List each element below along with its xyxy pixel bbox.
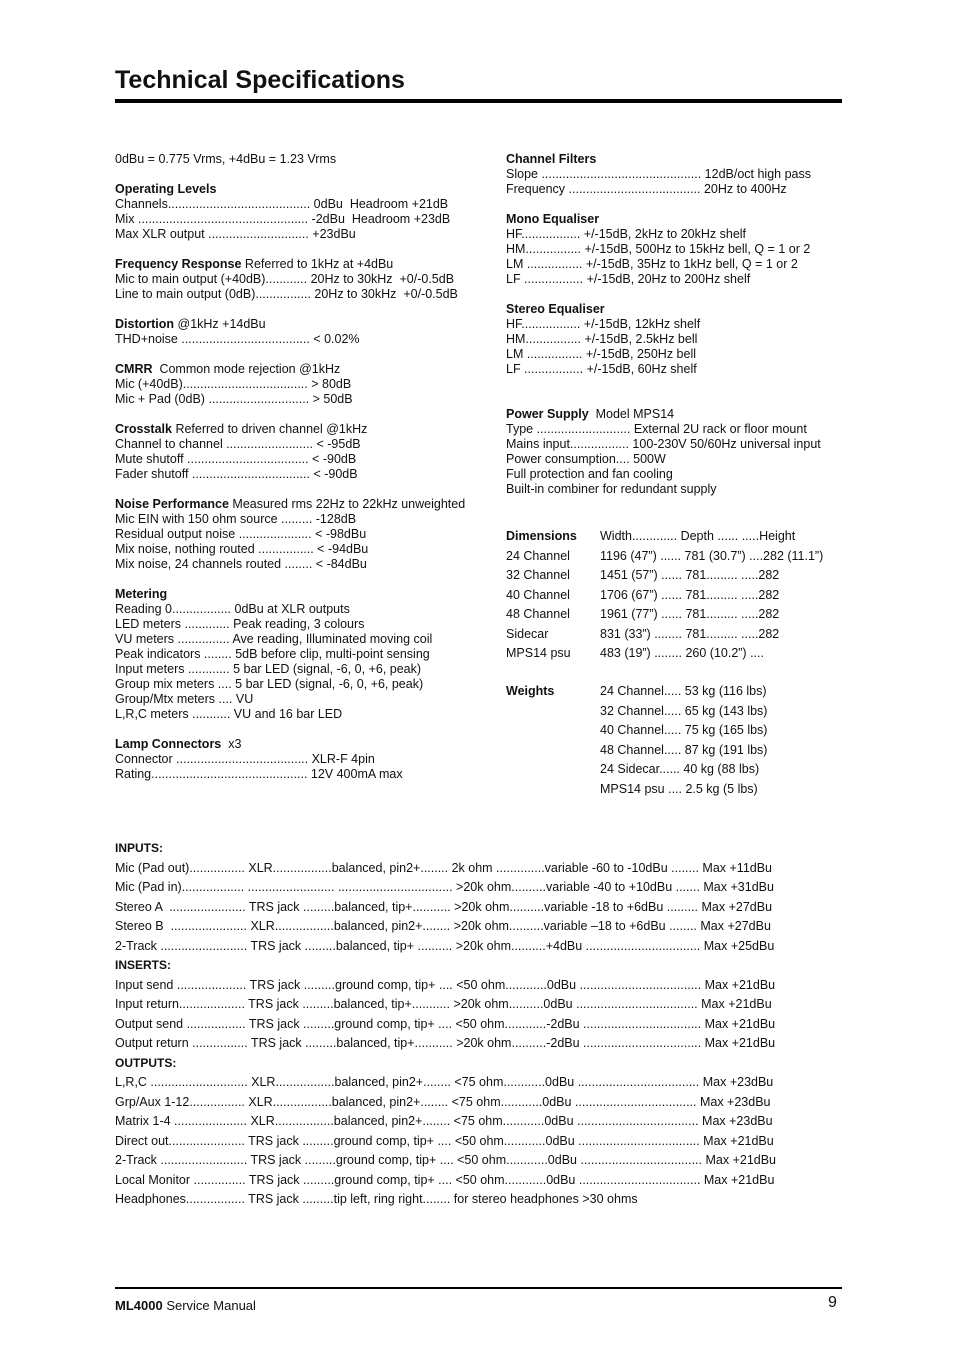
footer-rule xyxy=(115,1287,842,1289)
spec-line xyxy=(115,257,465,272)
io-table-row: Headphones................. TRS jack .........tip left, ring right........ for stereo headphones >30 ohms xyxy=(115,1192,638,1206)
spec-line xyxy=(506,212,821,227)
spec-line xyxy=(115,437,465,452)
left-spec-column xyxy=(115,152,465,782)
spec-text: Measured rms 22Hz to 22kHz unweighted xyxy=(228,497,466,511)
dimensions-row-values: 1196 (47”) ...... 781 (30.7”) ....282 (11.1”) xyxy=(600,548,824,563)
spec-text: Group mix meters .... 5 bar LED (signal, -6, 0, +6, peak) xyxy=(115,677,424,691)
spec-line xyxy=(115,167,465,182)
spec-heading: Power Supply xyxy=(506,407,589,421)
spec-line xyxy=(115,707,465,722)
spec-text: Mic to main output (+40dB)............ 20Hz to 30kHz +0/-0.5dB xyxy=(115,272,455,286)
io-table-row: L,R,C ............................ XLR.................balanced, pin2+........ <75 ohm............0dBu ................................... Max +23dBu xyxy=(115,1075,774,1089)
spec-line xyxy=(506,227,821,242)
spec-line xyxy=(506,467,821,482)
spec-text: Fader shutoff .................................. < -90dB xyxy=(115,467,358,481)
io-table-row: Mic (Pad in).................. ......................... ................................. >20k ohm..........variable -40 to +10dBu ....... Max +31dBu xyxy=(115,880,774,894)
spec-line xyxy=(115,362,465,377)
spec-text: VU meters ............... Ave reading, Illuminated moving coil xyxy=(115,632,433,646)
spec-text: Referred to 1kHz at +4dBu xyxy=(241,257,394,271)
spec-line xyxy=(506,392,821,407)
spec-line xyxy=(506,347,821,362)
spec-line xyxy=(115,512,465,527)
spec-line xyxy=(115,302,465,317)
spec-text: LM ................ +/-15dB, 250Hz bell xyxy=(506,347,697,361)
spec-heading: Distortion xyxy=(115,317,175,331)
spec-line xyxy=(506,257,821,272)
spec-line xyxy=(115,542,465,557)
title-rule xyxy=(115,99,842,103)
spec-line xyxy=(115,227,465,242)
weights-row: MPS14 psu .... 2.5 kg (5 lbs) xyxy=(600,781,758,796)
spec-line xyxy=(506,317,821,332)
dimensions-row-values: 483 (19”) ........ 260 (10.2”) .... xyxy=(600,646,764,660)
dimensions-row-values: Width............. Depth ...... .....Height xyxy=(600,529,796,543)
dimensions-label: Dimensions xyxy=(506,529,577,543)
spec-line xyxy=(115,347,465,362)
spec-line xyxy=(115,152,465,167)
spec-heading: Noise Performance xyxy=(115,497,229,511)
spec-heading: Channel Filters xyxy=(506,152,597,166)
spec-line xyxy=(115,317,465,332)
io-table-row: 2-Track ......................... TRS jack .........balanced, tip+ .......... >20k ohm..........+4dBu ................................. Max +25dBu xyxy=(115,938,775,953)
spec-line xyxy=(115,482,465,497)
spec-text: THD+noise ..................................... < 0.02% xyxy=(115,332,360,346)
spec-text: Channels......................................... 0dBu Headroom +21dB xyxy=(115,197,449,211)
spec-line xyxy=(115,242,465,257)
weights-row: 24 Channel..... 53 kg (116 lbs) xyxy=(600,684,767,698)
spec-text: HM................ +/-15dB, 2.5kHz bell xyxy=(506,332,698,346)
dimensions-row-label: Sidecar xyxy=(506,626,549,641)
spec-heading: Frequency Response xyxy=(115,257,242,271)
spec-line xyxy=(115,197,465,212)
spec-text: Referred to driven channel @1kHz xyxy=(171,422,368,436)
spec-line xyxy=(115,572,465,587)
spec-text: Connector ...................................... XLR-F 4pin xyxy=(115,752,375,766)
weights-row: 24 Sidecar...... 40 kg (88 lbs) xyxy=(600,762,760,776)
weights-row: 32 Channel..... 65 kg (143 lbs) xyxy=(600,703,768,718)
spec-heading: Metering xyxy=(115,587,168,601)
spec-line xyxy=(506,182,821,197)
io-table-row: Output return ................ TRS jack .........balanced, tip+........... >20k ohm..........-2dBu .................................. Max +21dBu xyxy=(115,1036,776,1050)
spec-line xyxy=(115,407,465,422)
spec-line xyxy=(115,287,465,302)
spec-text: Mix noise, nothing routed ................ < -94dBu xyxy=(115,542,369,556)
spec-text: @1kHz +14dBu xyxy=(174,317,266,331)
spec-text: L,R,C meters ........... VU and 16 bar LED xyxy=(115,707,343,721)
spec-text: Power consumption.... 500W xyxy=(506,452,666,466)
spec-line xyxy=(506,362,821,377)
spec-heading: CMRR xyxy=(115,362,153,376)
spec-text: Input meters ............ 5 bar LED (signal, -6, 0, +6, peak) xyxy=(115,662,422,676)
spec-text: Mic + Pad (0dB) ............................. > 50dB xyxy=(115,392,353,406)
spec-text: Residual output noise ..................... < -98dBu xyxy=(115,527,367,541)
spec-line xyxy=(506,422,821,437)
weights-label: Weights xyxy=(506,684,555,698)
spec-line xyxy=(506,302,821,317)
io-section-heading: OUTPUTS: xyxy=(115,1055,177,1070)
spec-line xyxy=(506,197,821,212)
dimensions-row-values: 1451 (57”) ...... 781......... .....282 xyxy=(600,568,780,582)
spec-line xyxy=(115,617,465,632)
dimensions-row-label: 24 Channel xyxy=(506,548,570,563)
spec-line xyxy=(115,377,465,392)
spec-line xyxy=(506,242,821,257)
spec-text: LF ................. +/-15dB, 60Hz shelf xyxy=(506,362,697,376)
footer-model: ML4000 xyxy=(115,1298,163,1313)
io-section-heading: INPUTS: xyxy=(115,841,163,855)
io-table-row: Direct out...................... TRS jack .........ground comp, tip+ .... <50 ohm............0dBu ................................... Max +21dBu xyxy=(115,1133,774,1148)
spec-text: Line to main output (0dB)................ 20Hz to 30kHz +0/-0.5dB xyxy=(115,287,458,301)
io-table-row: 2-Track ......................... TRS jack .........ground comp, tip+ .... <50 ohm............0dBu ................................... Max +21dBu xyxy=(115,1153,777,1167)
spec-text: HM................ +/-15dB, 500Hz to 15kHz bell, Q = 1 or 2 xyxy=(506,242,811,256)
io-table-row: Stereo B ...................... XLR.................balanced, pin2+........ >20k ohm..........variable –18 to +6dBu ........ Max +27dBu xyxy=(115,919,771,933)
dimensions-row-label: 48 Channel xyxy=(506,607,570,621)
spec-heading: Lamp Connectors xyxy=(115,737,222,751)
spec-line xyxy=(506,437,821,452)
spec-text: Mute shutoff ................................... < -90dB xyxy=(115,452,357,466)
io-table-row: Input send .................... TRS jack .........ground comp, tip+ .... <50 ohm............0dBu ................................... Max +21dBu xyxy=(115,977,776,992)
spec-line xyxy=(115,497,465,512)
spec-text: Mix ................................................. -2dBu Headroom +23dB xyxy=(115,212,451,226)
spec-line xyxy=(506,167,821,182)
dimensions-row-label: 40 Channel xyxy=(506,587,570,602)
dimensions-row-values: 1706 (67”) ...... 781......... .....282 xyxy=(600,587,780,602)
io-table-row: Output send ................. TRS jack .........ground comp, tip+ .... <50 ohm............-2dBu .................................. Max +21dBu xyxy=(115,1016,776,1031)
spec-line xyxy=(115,722,465,737)
spec-line xyxy=(115,587,465,602)
spec-line xyxy=(506,332,821,347)
spec-line xyxy=(506,452,821,467)
spec-line xyxy=(115,602,465,617)
io-table-row: Stereo A ...................... TRS jack .........balanced, tip+........... >20k ohm..........variable -18 to +6dBu ......... Max +27dBu xyxy=(115,899,773,914)
spec-text: HF................. +/-15dB, 2kHz to 20kHz shelf xyxy=(506,227,747,241)
spec-text: LF ................. +/-15dB, 20Hz to 200Hz shelf xyxy=(506,272,751,286)
footer-title xyxy=(115,1298,256,1313)
spec-line xyxy=(506,377,821,392)
spec-text: Mic (+40dB).................................... > 80dB xyxy=(115,377,352,391)
spec-text: Rating............................................. 12V 400mA max xyxy=(115,767,403,781)
spec-line xyxy=(115,737,465,752)
dimensions-row-values: 1961 (77”) ...... 781......... .....282 xyxy=(600,607,780,621)
spec-line xyxy=(115,557,465,572)
spec-text: Common mode rejection @1kHz xyxy=(152,362,341,376)
spec-line xyxy=(115,527,465,542)
spec-text: Channel to channel ......................... < -95dB xyxy=(115,437,361,451)
io-table-row: Local Monitor ............... TRS jack .........ground comp, tip+ .... <50 ohm............0dBu ................................... Max +21dBu xyxy=(115,1172,775,1187)
spec-text: Peak indicators ........ 5dB before clip, multi-point sensing xyxy=(115,647,430,661)
spec-text: Mains input................. 100-230V 50/60Hz universal input xyxy=(506,437,821,451)
spec-line xyxy=(115,212,465,227)
spec-line xyxy=(115,452,465,467)
spec-heading: Operating Levels xyxy=(115,182,217,196)
spec-line xyxy=(115,692,465,707)
spec-line xyxy=(115,662,465,677)
spec-line xyxy=(115,632,465,647)
spec-line xyxy=(506,287,821,302)
spec-line xyxy=(506,482,821,497)
spec-text: Reading 0................. 0dBu at XLR outputs xyxy=(115,602,350,616)
spec-text: LED meters ............. Peak reading, 3 colours xyxy=(115,617,365,631)
io-section-heading: INSERTS: xyxy=(115,958,172,972)
spec-text: Slope .............................................. 12dB/oct high pass xyxy=(506,167,811,181)
spec-text: Mix noise, 24 channels routed ........ < -84dBu xyxy=(115,557,367,571)
spec-line xyxy=(115,467,465,482)
spec-text: Frequency ...................................... 20Hz to 400Hz xyxy=(506,182,787,196)
spec-text: Type ........................... External 2U rack or floor mount xyxy=(506,422,807,436)
right-spec-column xyxy=(506,152,821,497)
io-table-row: Input return................... TRS jack .........balanced, tip+........... >20k ohm..........0dBu ................................... Max +21dBu xyxy=(115,997,772,1011)
spec-heading: Stereo Equaliser xyxy=(506,302,605,316)
footer-manual: Service Manual xyxy=(162,1298,256,1313)
spec-line xyxy=(115,392,465,407)
spec-line xyxy=(115,767,465,782)
spec-line xyxy=(115,182,465,197)
page-title: Technical Specifications xyxy=(115,66,405,94)
spec-line xyxy=(506,152,821,167)
spec-line xyxy=(115,332,465,347)
io-table-row: Mic (Pad out)................ XLR.................balanced, pin2+........ 2k ohm ..............variable -60 to -10dBu ........ Max +11dBu xyxy=(115,860,773,875)
spec-text: Model MPS14 xyxy=(588,407,675,421)
io-table-row: Grp/Aux 1-12................ XLR.................balanced, pin2+........ <75 ohm............0dBu ................................... Max +23dBu xyxy=(115,1094,771,1109)
spec-text: LM ................ +/-15dB, 35Hz to 1kHz bell, Q = 1 or 2 xyxy=(506,257,798,271)
spec-text: 0dBu = 0.775 Vrms, +4dBu = 1.23 Vrms xyxy=(115,152,337,166)
spec-line xyxy=(115,647,465,662)
spec-heading: Crosstalk xyxy=(115,422,172,436)
spec-text: Built-in combiner for redundant supply xyxy=(506,482,717,496)
weights-row: 48 Channel..... 87 kg (191 lbs) xyxy=(600,742,768,757)
spec-text: Group/Mtx meters .... VU xyxy=(115,692,254,706)
spec-text: Full protection and fan cooling xyxy=(506,467,673,481)
dimensions-row-label: MPS14 psu xyxy=(506,646,571,660)
weights-row: 40 Channel..... 75 kg (165 lbs) xyxy=(600,723,768,737)
dimensions-row-label: 32 Channel xyxy=(506,568,570,582)
spec-line xyxy=(115,272,465,287)
spec-line xyxy=(115,752,465,767)
spec-text: Max XLR output ............................. +23dBu xyxy=(115,227,356,241)
page-number: 9 xyxy=(828,1294,837,1311)
spec-line xyxy=(115,422,465,437)
spec-line xyxy=(506,407,821,422)
io-table-row: Matrix 1-4 ..................... XLR.................balanced, pin2+........ <75 ohm............0dBu ................................... Max +23dBu xyxy=(115,1114,773,1128)
spec-line xyxy=(506,272,821,287)
spec-text: HF................. +/-15dB, 12kHz shelf xyxy=(506,317,701,331)
spec-text: Mic EIN with 150 ohm source ......... -128dB xyxy=(115,512,357,526)
dimensions-row-values: 831 (33”) ........ 781......... .....282 xyxy=(600,626,780,641)
spec-line xyxy=(115,677,465,692)
spec-heading: Mono Equaliser xyxy=(506,212,600,226)
spec-text: x3 xyxy=(221,737,242,751)
